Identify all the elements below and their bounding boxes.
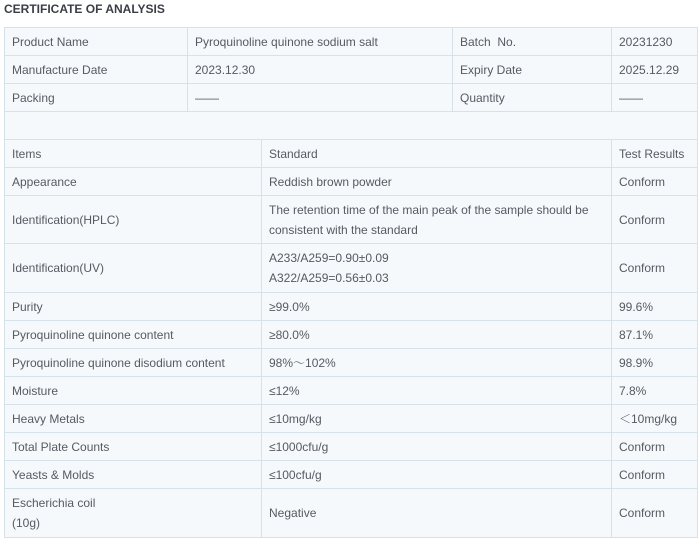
standard-line: The retention time of the main peak of the sample should be bbox=[269, 202, 589, 217]
table-row bbox=[5, 433, 698, 461]
packing-label: Packing bbox=[5, 84, 188, 112]
standard-cell: ≤100cfu/g bbox=[262, 461, 612, 489]
table-row bbox=[5, 461, 698, 489]
table-row bbox=[5, 244, 698, 293]
quantity-value: —— bbox=[612, 84, 698, 112]
packing-value: —— bbox=[188, 84, 453, 112]
result-cell: Conform bbox=[612, 244, 698, 293]
table-row bbox=[5, 196, 698, 244]
result-cell: 98.9% bbox=[612, 349, 698, 377]
manufacture-date-label: Manufacture Date bbox=[5, 56, 188, 84]
result-cell: 99.6% bbox=[612, 293, 698, 321]
spacer-cell bbox=[5, 112, 698, 140]
manufacture-date-value: 2023.12.30 bbox=[188, 56, 453, 84]
standard-line: A322/A259=0.56±0.03 bbox=[269, 271, 389, 285]
document-title: CERTIFICATE OF ANALYSIS bbox=[4, 2, 165, 16]
item-cell: Pyroquinoline quinone content bbox=[5, 321, 262, 349]
item-cell: Moisture bbox=[5, 377, 262, 405]
info-row-packing bbox=[5, 84, 698, 112]
item-cell: Identification(HPLC) bbox=[5, 196, 262, 244]
standard-cell: ≥99.0% bbox=[262, 293, 612, 321]
standard-cell: 98%～102% bbox=[262, 349, 612, 377]
standard-cell: ≥80.0% bbox=[262, 321, 612, 349]
table-row bbox=[5, 405, 698, 433]
table-row bbox=[5, 321, 698, 349]
standard-cell: ≤1000cfu/g bbox=[262, 433, 612, 461]
standard-line: A233/A259=0.90±0.09 bbox=[269, 251, 389, 265]
standard-cell: ≤10mg/kg bbox=[262, 405, 612, 433]
item-cell: Total Plate Counts bbox=[5, 433, 262, 461]
specification-table bbox=[4, 139, 698, 538]
spec-header-row bbox=[5, 140, 698, 168]
table-row bbox=[5, 293, 698, 321]
standard-cell bbox=[262, 196, 612, 244]
standard-cell: Negative bbox=[262, 489, 612, 538]
result-cell: 7.8% bbox=[612, 377, 698, 405]
standard-cell: ≤12% bbox=[262, 377, 612, 405]
item-line: Escherichia coil bbox=[12, 496, 96, 510]
expiry-date-value: 2025.12.29 bbox=[612, 56, 698, 84]
standard-cell: Reddish brown powder bbox=[262, 168, 612, 196]
result-cell: Conform bbox=[612, 489, 698, 538]
batch-number-label: Batch No. bbox=[453, 28, 612, 56]
item-cell: Identification(UV) bbox=[5, 244, 262, 293]
info-row-dates bbox=[5, 56, 698, 84]
batch-number-value: 20231230 bbox=[612, 28, 698, 56]
result-cell: Conform bbox=[612, 196, 698, 244]
standard-cell bbox=[262, 244, 612, 293]
standard-line: consistent with the standard bbox=[269, 222, 418, 237]
item-cell: Heavy Metals bbox=[5, 405, 262, 433]
item-cell: Purity bbox=[5, 293, 262, 321]
header-standard: Standard bbox=[262, 140, 612, 168]
product-name-value: Pyroquinoline quinone sodium salt bbox=[188, 28, 453, 56]
expiry-date-label: Expiry Date bbox=[453, 56, 612, 84]
result-cell: Conform bbox=[612, 433, 698, 461]
header-test-results: Test Results bbox=[612, 140, 698, 168]
result-cell: ＜10mg/kg bbox=[612, 405, 698, 433]
result-cell: Conform bbox=[612, 168, 698, 196]
header-items: Items bbox=[5, 140, 262, 168]
item-cell: Appearance bbox=[5, 168, 262, 196]
table-row bbox=[5, 349, 698, 377]
item-cell: Yeasts & Molds bbox=[5, 461, 262, 489]
item-cell bbox=[5, 489, 262, 538]
table-row bbox=[5, 168, 698, 196]
product-info-table bbox=[4, 27, 698, 140]
product-name-label: Product Name bbox=[5, 28, 188, 56]
info-row-product bbox=[5, 28, 698, 56]
table-row bbox=[5, 489, 698, 538]
item-cell: Pyroquinoline quinone disodium content bbox=[5, 349, 262, 377]
item-line: (10g) bbox=[12, 516, 41, 530]
result-cell: Conform bbox=[612, 461, 698, 489]
quantity-label: Quantity bbox=[453, 84, 612, 112]
spacer-row bbox=[5, 112, 698, 140]
result-cell: 87.1% bbox=[612, 321, 698, 349]
table-row bbox=[5, 377, 698, 405]
